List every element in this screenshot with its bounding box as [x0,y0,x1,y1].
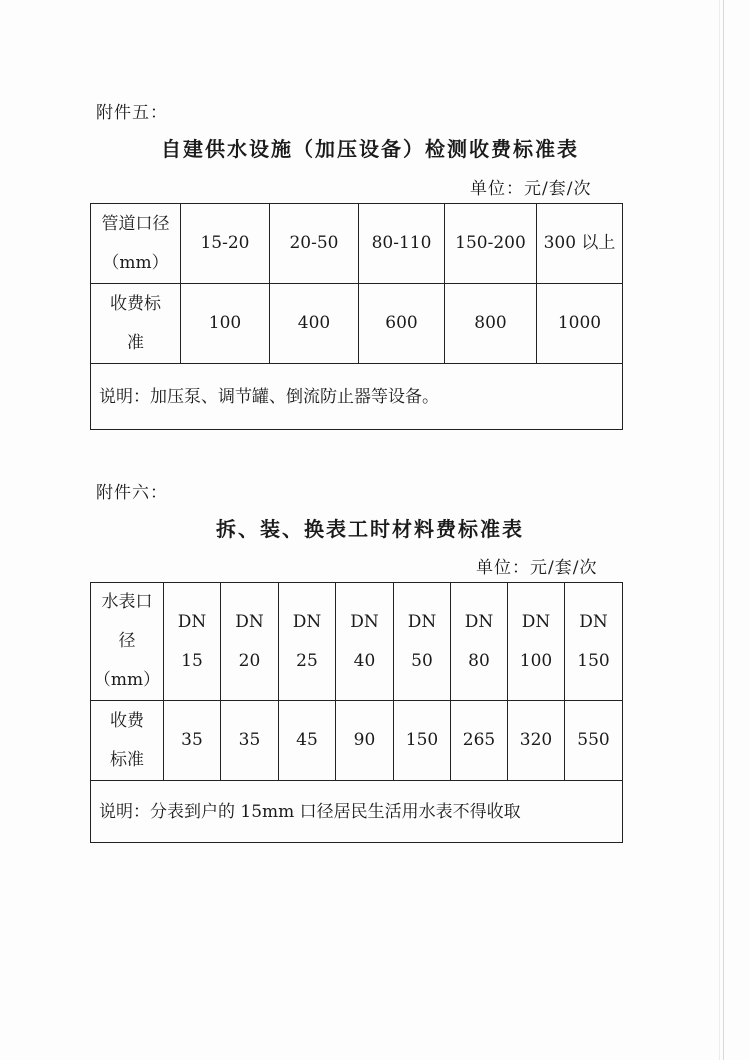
size-cell: 300 以上 [537,204,623,284]
note-cell: 说明：分表到户的 15mm 口径居民生活用水表不得收取 [91,781,623,843]
fee-cell: 100 [181,284,270,364]
fee-cell: 265 [451,701,508,781]
size-cell: 15-20 [181,204,270,284]
fee-cell: 550 [565,701,623,781]
size-cell: DN 20 [221,583,279,701]
fee-cell: 150 [394,701,451,781]
table-row [91,583,623,701]
annex6-unit: 单位：元/套/次 [476,558,598,578]
fee-label-cell: 收费 标准 [91,701,164,781]
size-cell: DN 40 [336,583,394,701]
header-label-cell: 管道口径 （mm） [91,204,181,284]
table-row [91,364,623,430]
fee-cell: 35 [221,701,279,781]
size-cell: DN 15 [164,583,221,701]
annex5-label: 附件五： [96,103,168,123]
fee-cell: 45 [279,701,336,781]
size-cell: 80-110 [359,204,445,284]
size-cell: DN 100 [508,583,565,701]
size-cell: 150-200 [445,204,537,284]
header-label-cell: 水表口 径（mm） [91,583,164,701]
table-row [91,701,623,781]
fee-cell: 320 [508,701,565,781]
size-cell: DN 50 [394,583,451,701]
annex5-unit: 单位：元/套/次 [470,179,592,199]
size-cell: DN 80 [451,583,508,701]
size-cell: 20-50 [270,204,359,284]
fee-cell: 1000 [537,284,623,364]
fee-cell: 800 [445,284,537,364]
annex6-label: 附件六： [96,483,168,503]
table-row [91,284,623,364]
fee-cell: 400 [270,284,359,364]
annex5-table [90,203,623,430]
fee-cell: 90 [336,701,394,781]
annex6-title: 拆、装、换表工时材料费标准表 [216,517,524,541]
annex5-title: 自建供水设施（加压设备）检测收费标准表 [161,137,579,161]
table-row [91,204,623,284]
size-cell: DN 25 [279,583,336,701]
fee-cell: 600 [359,284,445,364]
note-cell: 说明：加压泵、调节罐、倒流防止器等设备。 [91,364,623,430]
fee-cell: 35 [164,701,221,781]
annex6-table [90,582,623,843]
table-row [91,781,623,843]
size-cell: DN 150 [565,583,623,701]
fee-label-cell: 收费标 准 [91,284,181,364]
